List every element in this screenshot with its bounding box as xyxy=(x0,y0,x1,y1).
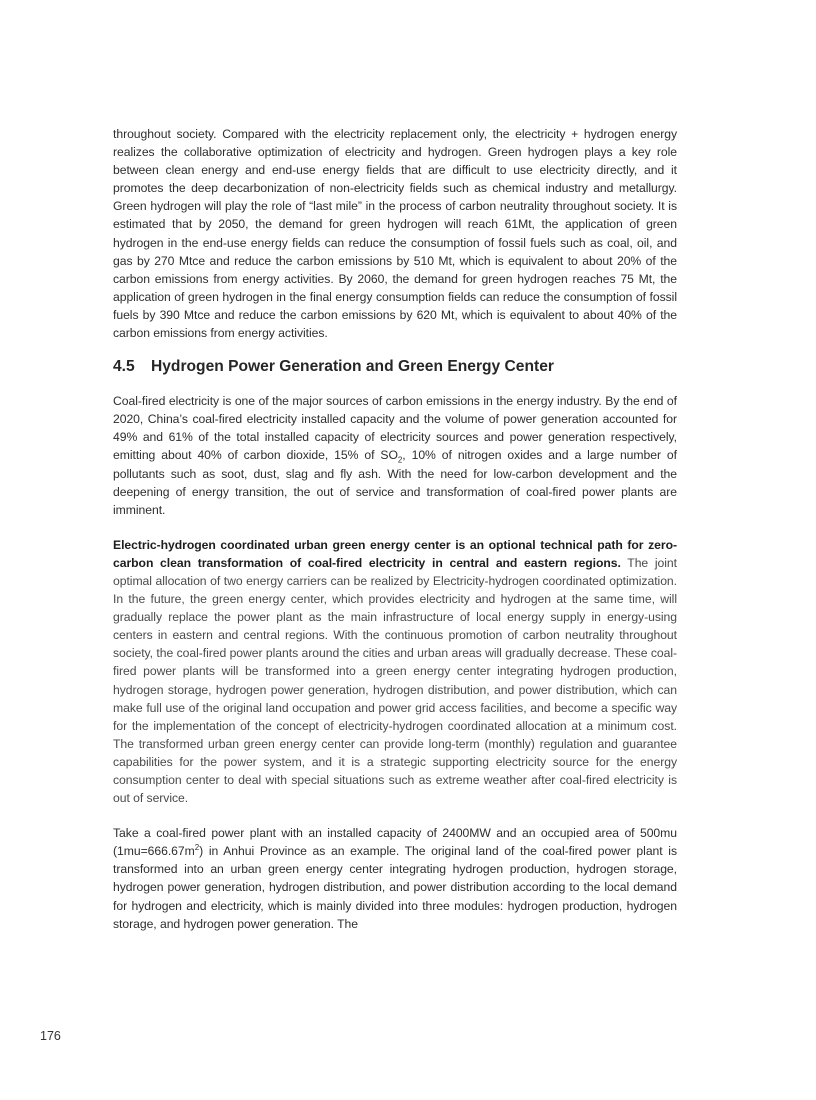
page-body xyxy=(113,125,677,933)
paragraph-text: Coal-fired electricity is one of the major sources of carbon emissions in the energy industry. By the end of 2020, China’s coal-fired electricity installed capacity and the volume of power generation accounted for 49% and 61% of the total installed capacity of electricity sources and power generation respectively, emitting about 40% of carbon dioxide, 15% of SO xyxy=(113,394,677,463)
paragraph-text: The joint optimal allocation of two energy carriers can be realized by Electricity-hydrogen coordinated optimization. In the future, the green energy center, which provides electricity and hydrogen at the same time, will gradually replace the power plant as the main infrastructure of local energy supply in energy-using centers in eastern and central regions. With the continuous promotion of carbon neutrality throughout society, the coal-fired power plants around the cities and urban areas will gradually decrease. These coal-fired power plants will be transformed into a green energy center integrating hydrogen production, hydrogen storage, hydrogen power generation, hydrogen distribution, and power distribution, which can make full use of the original land occupation and power grid access facilities, and become a specific way for the implementation of the concept of electricity-hydrogen coordinated allocation at a minimum cost. The transformed urban green energy center can provide long-term (monthly) regulation and guarantee capabilities for the power system, and it is a strategic supporting electricity source for the energy consumption center to deal with special situations such as extreme weather after coal-fired electricity is out of service. xyxy=(113,555,677,806)
section-heading xyxy=(113,357,677,377)
paragraph-hydrogen-demand: throughout society. Compared with the electricity replacement only, the electricity + hydrogen energy realizes the collaborative optimization of electricity and hydrogen. Green hydrogen plays a key role between clean energy and end-use energy fields that are difficult to use electricity directly, and it promotes the deep decarbonization of non-electricity fields such as chemical industry and metallurgy. Green hydrogen will play the role of “last mile” in the process of carbon neutrality throughout society. It is estimated that by 2050, the demand for green hydrogen will reach 61Mt, the application of green hydrogen in the end-use energy fields can reduce the consumption of fossil fuels such as coal, oil, and gas by 270 Mtce and reduce the carbon emissions by 510 Mt, which is equivalent to about 20% of the carbon emissions from energy activities. By 2060, the demand for green hydrogen reaches 75 Mt, the application of green hydrogen in the final energy consumption fields can reduce the consumption of fossil fuels by 390 Mtce and reduce the carbon emissions by 620 Mt, which is equivalent to about 40% of the carbon emissions from energy activities. xyxy=(113,127,677,341)
paragraph-anhui-example xyxy=(113,824,677,933)
subscript: 2 xyxy=(397,455,403,465)
page-number: 176 xyxy=(40,1029,61,1043)
section-number: 4.5 xyxy=(113,358,135,376)
paragraph-coal-fired-electricity xyxy=(113,392,677,519)
paragraph-green-energy-center xyxy=(113,536,677,807)
section-title: Hydrogen Power Generation and Green Energy Center xyxy=(151,358,554,376)
bold-lead-sentence: Electric-hydrogen coordinated urban green energy center is an optional technical path for zero-carbon clean transformation of coal-fired electricity in central and eastern regions. xyxy=(113,537,677,570)
superscript: 2 xyxy=(194,843,200,853)
paragraph-text: , 10% of nitrogen oxides and a large number of pollutants such as soot, dust, slag and fly ash. With the need for low-carbon development and the deepening of energy transition, the out of service and transformation of coal-fired power plants are imminent. xyxy=(113,448,677,517)
paragraph-text: Take a coal-fired power plant with an installed capacity of 2400MW and an occupied area of 500mu (1mu=666.67m xyxy=(113,826,677,859)
paragraph-text: ) in Anhui Province as an example. The original land of the coal-fired power plant is transformed into an urban green energy center integrating hydrogen production, hydrogen storage, hydrogen power generation, hydrogen distribution, and power distribution according to the local demand for hydrogen and electricity, which is mainly divided into three modules: hydrogen production, hydrogen storage, and hydrogen power generation. The xyxy=(113,844,677,931)
